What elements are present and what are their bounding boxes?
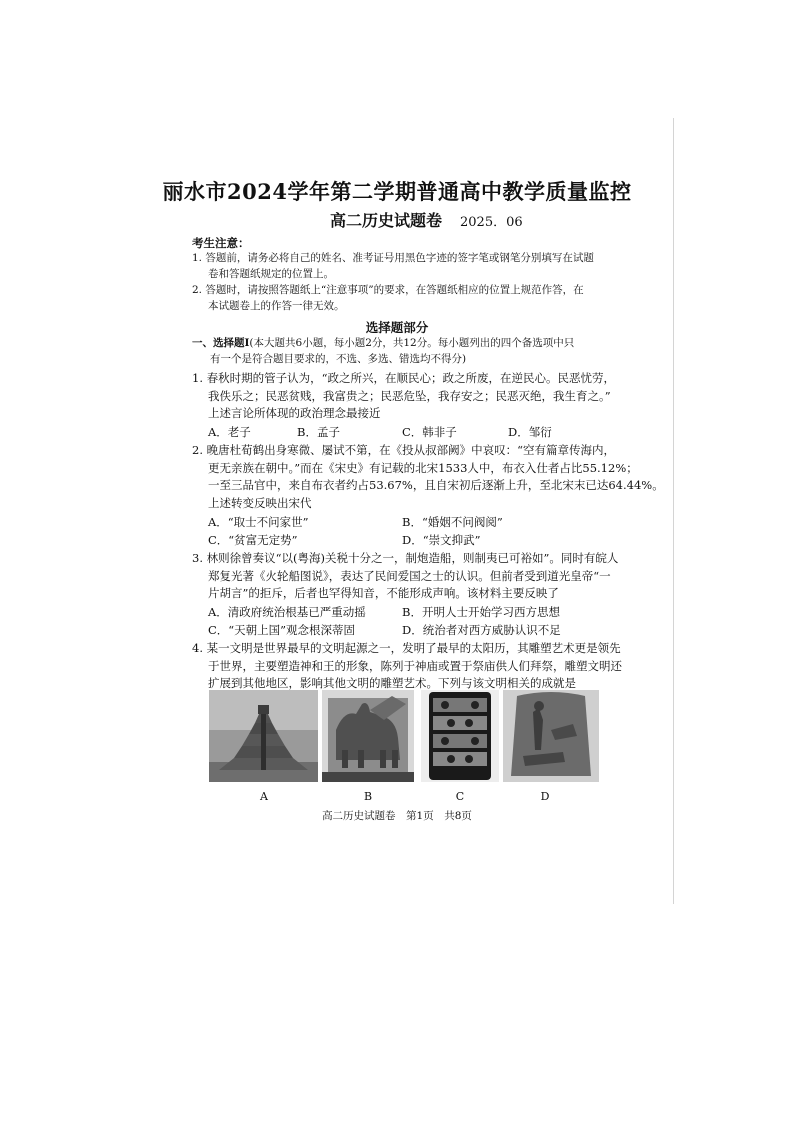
q2-stem: 2. 晚唐杜荀鹤出身寒微、屡试不第，在《投从叔部阙》中哀叹：“空有篇章传海内，	[192, 443, 616, 457]
q2-stem: 上述转变反映出宋代	[208, 496, 312, 510]
q1-option-a: A．老子	[208, 425, 251, 439]
q2-option-b: B．“婚姻不问阀阅”	[402, 515, 503, 529]
q2-option-d: D．“崇文抑武”	[402, 533, 481, 547]
section-part-desc	[192, 336, 574, 350]
q3-stem: 3. 林则徐曾奏议“以(粤海)关税十分之一，制炮造船，则制夷已可裕如”。同时有皖人	[192, 551, 619, 565]
notice-line: 2. 答题时，请按照答题纸上“注意事项”的要求，在答题纸相应的位置上规范作答，在	[192, 284, 584, 296]
image-caption-b: B	[363, 790, 373, 803]
pyramid-image	[209, 690, 318, 782]
q1-stem: 我佚乐之；民恶贫贱，我富贵之；民恶危坠，我存安之；民恶灭绝，我生育之。”	[208, 389, 611, 403]
exam-title: 丽水市2024学年第二学期普通高中教学质量监控	[162, 179, 632, 204]
q3-option-d: D．统治者对西方威胁认识不足	[402, 623, 561, 637]
page-footer: 高二历史试题卷 第1页 共8页	[322, 810, 472, 822]
q3-option-a: A．清政府统治根基已严重动摇	[208, 605, 366, 619]
page-edge-divider	[673, 118, 674, 904]
q2-stem: 更无亲族在朝中。”而在《宋史》有记载的北宋1533人中，布衣入仕者占比55.12%；	[208, 461, 638, 475]
lamassu-image	[322, 690, 414, 782]
notice-line: 卷和答题纸规定的位置上。	[208, 268, 334, 280]
exam-date: 2025．06	[460, 215, 523, 230]
image-caption-d: D	[540, 790, 550, 803]
q2-option-c: C．“贫富无定势”	[208, 533, 298, 547]
q1-stem: 1. 春秋时期的管子认为，“政之所兴，在顺民心；政之所废，在逆民心。民恶忧劳，	[192, 371, 616, 385]
q3-option-c: C．“天朝上国”观念根深蒂固	[208, 623, 356, 637]
subtitle-text: 高二历史试题卷	[330, 211, 443, 230]
q4-stem: 于世界，主要塑造神和王的形象，陈列于神庙或置于祭庙供人们拜祭，雕塑文明还	[208, 659, 622, 673]
exam-subtitle	[330, 208, 523, 231]
q2-option-a: A．“取士不问家世”	[208, 515, 309, 529]
notice-heading: 考生注意：	[192, 236, 250, 250]
decorated-panel-image	[421, 690, 499, 782]
q1-option-c: C．韩非子	[402, 425, 457, 439]
section-title: 选择题部分	[365, 320, 429, 335]
part-label: 一、选择题Ⅰ	[192, 337, 250, 349]
q4-stem: 4. 某一文明是世界最早的文明起源之一，发明了最早的太阳历，其雕塑艺术更是领先	[192, 641, 621, 655]
image-caption-c: C	[455, 790, 465, 803]
section-part-desc-2: 有一个是符合题目要求的，不选、多选、错选均不得分)	[210, 353, 467, 365]
q1-stem: 上述言论所体现的政治理念最接近	[208, 406, 381, 420]
q4-stem: 扩展到其他地区，影响其他文明的雕塑艺术。下列与该文明相关的成就是	[208, 676, 576, 690]
q3-stem: 片胡言”的拒斥，后者也罕得知音，不能形成声响。该材料主要反映了	[208, 586, 559, 600]
image-caption-a: A	[260, 790, 268, 803]
notice-line: 本试题卷上的作答一律无效。	[208, 300, 345, 312]
carved-palette-image	[503, 690, 599, 782]
q2-stem: 一至三品官中，来自布衣者约占53.67%，且自宋初后逐渐上升，至北宋末已达64.44%。	[208, 478, 664, 492]
q1-option-b: B．孟子	[297, 425, 340, 439]
q3-stem: 郑复光著《火轮船图说》，表达了民间爱国之士的认识。但前者受到道光皇帝“一	[208, 569, 611, 583]
q3-option-b: B．开明人士开始学习西方思想	[402, 605, 560, 619]
q1-option-d: D．邹衍	[508, 425, 552, 439]
notice-line: 1. 答题前，请务必将自己的姓名、准考证号用黑色字迹的签字笔或钢笔分别填写在试题	[192, 252, 594, 264]
part-desc: (本大题共6小题，每小题2分，共12分。每小题列出的四个备选项中只	[249, 337, 575, 349]
